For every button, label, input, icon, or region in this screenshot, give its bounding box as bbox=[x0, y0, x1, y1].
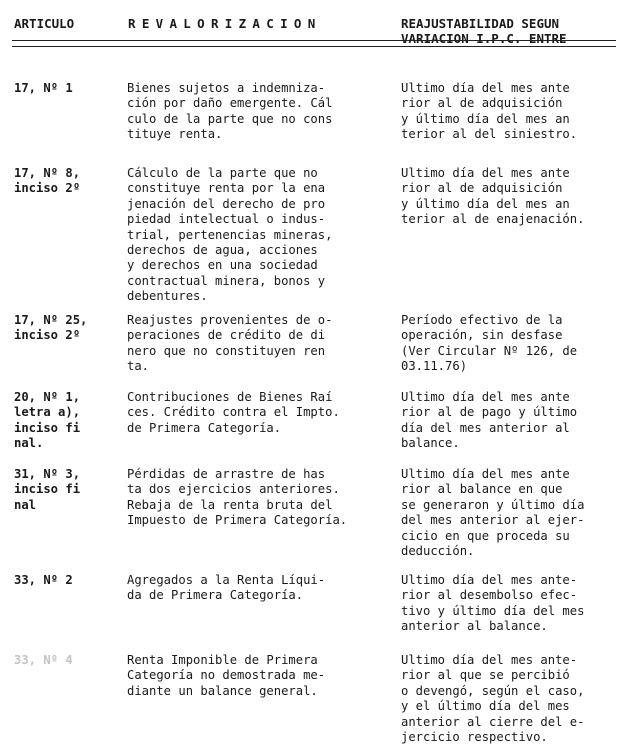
cell-reajustabilidad: Ultimo día del mes ante rior al balance en que se generaron y último día del mes anterior al ejer- cicio en que proceda su deducción. bbox=[401, 467, 585, 559]
cell-articulo: 33, Nº 4 bbox=[14, 653, 73, 667]
cell-revalorizacion: Bienes sujetos a indemniza- ción por daño emergente. Cál culo de la parte que no cons tituye renta. bbox=[127, 81, 333, 142]
cell-revalorizacion: Renta Imponible de Primera Categoría no demostrada me- diante un balance general. bbox=[127, 653, 326, 698]
header-reajustabilidad: REAJUSTABILIDAD SEGUN VARIACION I.P.C. ENTRE bbox=[401, 16, 567, 46]
cell-articulo: 17, Nº 1 bbox=[14, 81, 73, 95]
cell-articulo: 17, Nº 8, inciso 2º bbox=[14, 166, 81, 196]
header-rule-top bbox=[12, 40, 616, 41]
cell-articulo: 31, Nº 3, inciso fi nal bbox=[14, 467, 81, 512]
cell-reajustabilidad: Ultimo día del mes ante rior al de adquisición y último día del mes an terior al de enajenación. bbox=[401, 166, 585, 227]
header-revalorizacion: REVALORIZACION bbox=[128, 16, 322, 31]
cell-revalorizacion: Pérdidas de arrastre de has ta dos ejercicios anteriores. Rebaja de la renta bruta del Impuesto de Primera Categoría. bbox=[127, 467, 348, 528]
cell-revalorizacion: Cálculo de la parte que no constituye renta por la ena jenación del derecho de pro piedad intelectual o indus- trial, pertenencias mineras, derechos de agua, acciones y derechos en una sociedad contractual minera, bonos y debentures. bbox=[127, 166, 333, 304]
cell-revalorizacion: Reajustes provenientes de o- peraciones de crédito de di nero que no constituyen ren ta. bbox=[127, 313, 333, 374]
cell-reajustabilidad: Ultimo día del mes ante- rior al desembolso efec- tivo y último día del mes anterior al balance. bbox=[401, 573, 585, 634]
cell-reajustabilidad: Ultimo día del mes ante rior al de adquisición y último día del mes an terior al del siniestro. bbox=[401, 81, 578, 142]
cell-reajustabilidad: Período efectivo de la operación, sin desfase (Ver Circular Nº 126, de 03.11.76) bbox=[401, 313, 578, 374]
cell-revalorizacion: Contribuciones de Bienes Raí ces. Crédito contra el Impto. de Primera Categoría. bbox=[127, 390, 340, 435]
cell-reajustabilidad: Ultimo día del mes ante rior al de pago y último día del mes anterior al balance. bbox=[401, 390, 578, 451]
header-rule-bottom bbox=[12, 46, 616, 47]
cell-revalorizacion: Agregados a la Renta Líqui- da de Primera Categoría. bbox=[127, 573, 326, 603]
cell-reajustabilidad: Ultimo día del mes ante- rior al que se percibió o devengó, según el caso, y el último día del mes anterior al cierre del e- jercicio respectivo. bbox=[401, 653, 585, 745]
cell-articulo: 20, Nº 1, letra a), inciso fi nal. bbox=[14, 390, 81, 451]
cell-articulo: 17, Nº 25, inciso 2º bbox=[14, 313, 88, 343]
cell-articulo: 33, Nº 2 bbox=[14, 573, 73, 587]
header-articulo: ARTICULO bbox=[14, 16, 75, 31]
